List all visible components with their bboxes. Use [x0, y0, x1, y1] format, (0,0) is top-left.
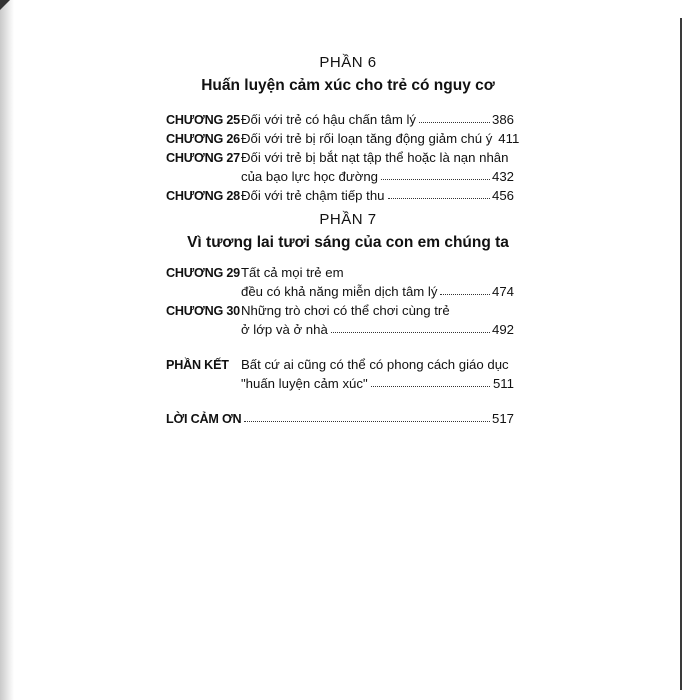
toc-entry[interactable] — [166, 110, 514, 129]
toc-entry-continuation[interactable] — [166, 167, 514, 186]
leader-dots — [371, 378, 490, 387]
part-7-toc — [166, 263, 514, 428]
part-6-heading — [14, 54, 682, 95]
toc-entry-closing[interactable] — [166, 355, 514, 374]
part-7-label: PHẦN 7 — [319, 211, 377, 228]
toc-entry[interactable] — [166, 263, 514, 282]
page-number: 456 — [491, 188, 514, 203]
page-number: 432 — [491, 169, 514, 184]
toc-entry-continuation[interactable] — [166, 320, 514, 339]
leader-dots — [381, 171, 490, 180]
toc-entry-continuation[interactable] — [166, 282, 514, 301]
thanks-label: LỜI CẢM ƠN — [166, 412, 242, 426]
leader-dots — [440, 286, 490, 295]
page-number: 511 — [492, 376, 514, 391]
chapter-title: Đối với trẻ bị bắt nạt tập thể hoặc là nạn nhân — [241, 150, 509, 165]
chapter-title: Tất cả mọi trẻ em — [241, 265, 344, 280]
toc-entry[interactable] — [166, 129, 520, 148]
closing-label: PHẦN KẾT — [166, 358, 229, 372]
chapter-label: CHƯƠNG 28 — [166, 189, 240, 203]
closing-title: Bất cứ ai cũng có thể có phong cách giáo dục — [241, 357, 509, 372]
photo-left-edge — [0, 0, 14, 700]
page-number: 517 — [491, 411, 514, 426]
chapter-label: CHƯƠNG 27 — [166, 151, 240, 165]
chapter-title: Đối với trẻ bị rối loạn tăng động giảm chú ý — [241, 131, 493, 146]
chapter-title: của bạo lực học đường — [241, 169, 379, 184]
chapter-label: CHƯƠNG 25 — [166, 113, 240, 127]
toc-entry[interactable] — [166, 301, 514, 320]
book-page — [14, 18, 682, 690]
chapter-title: Đối với trẻ chậm tiếp thu — [241, 188, 385, 203]
part-7-title: Vì tương lai tươi sáng của con em chúng ta — [187, 234, 509, 251]
page-number: 474 — [491, 284, 514, 299]
photo-corner-shadow — [0, 0, 10, 10]
chapter-label: CHƯƠNG 30 — [166, 304, 240, 318]
part-6-title: Huấn luyện cảm xúc cho trẻ có nguy cơ — [201, 77, 495, 94]
toc-entry[interactable] — [166, 148, 514, 167]
toc-entry-continuation[interactable] — [166, 374, 514, 393]
leader-dots — [419, 114, 490, 123]
chapter-title: đều có khả năng miễn dịch tâm lý — [241, 284, 438, 299]
page-number: 411 — [498, 131, 520, 146]
part-6-label: PHẦN 6 — [319, 54, 377, 71]
page-number: 386 — [491, 112, 514, 127]
toc-entry[interactable] — [166, 186, 514, 205]
part-6-toc — [166, 110, 520, 205]
part-7-heading — [14, 211, 682, 252]
chapter-label: CHƯƠNG 26 — [166, 132, 240, 146]
toc-entry-thanks[interactable] — [166, 409, 514, 428]
page-number: 492 — [491, 322, 514, 337]
leader-dots — [331, 324, 490, 333]
leader-dots — [244, 413, 490, 422]
chapter-label: CHƯƠNG 29 — [166, 266, 240, 280]
chapter-title: Những trò chơi có thể chơi cùng trẻ — [241, 303, 450, 318]
closing-title: "huấn luyện cảm xúc" — [241, 376, 368, 391]
chapter-title: Đối với trẻ có hậu chấn tâm lý — [241, 112, 417, 127]
chapter-title: ở lớp và ở nhà — [241, 322, 328, 337]
leader-dots — [388, 190, 490, 199]
